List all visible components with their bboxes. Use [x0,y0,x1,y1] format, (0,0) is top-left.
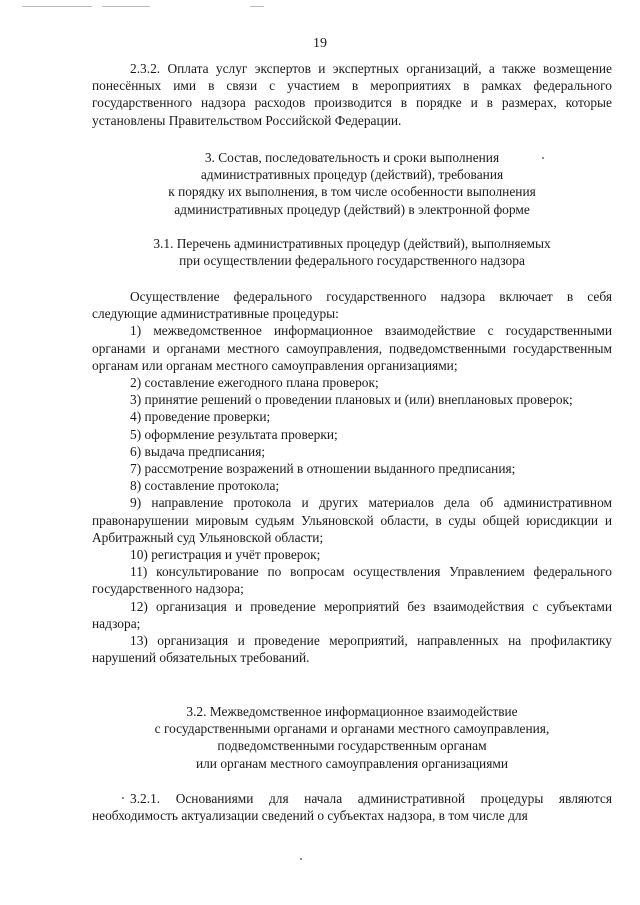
procedure-item: 6) выдача предписания; [130,443,266,459]
scan-speck [122,797,124,799]
subsection-3-2-heading-line: подведомственными государственным органам [217,738,487,754]
procedure-item: 7) рассмотрение возражений в отношении выданного предписания; [130,461,516,477]
scan-speck [542,157,544,159]
procedure-item: 3) принятие решений о проведении плановых и (или) внеплановых проверок; [130,392,573,408]
procedure-item: 12) организация и проведение мероприятий без взаимодействия с субъектами надзора; [92,598,612,631]
paragraph-2-3-2: 2.3.2. Оплата услуг экспертов и экспертных организаций, а также возмещение понесённых ими в связи с участием в мероприятиях в рамках федерального государственного надзора расходов производится в порядке и в размерах, которые установлены Правительством Российской Федерации. [92,61,612,128]
scan-artifact [102,6,150,7]
intro-paragraph: Осуществление федерального государственного надзора включает в себя следующие административные процедуры: [92,289,612,322]
scan-speck [300,858,302,860]
section-3-heading-line: административных процедур (действий), требования [200,167,504,183]
subsection-3-1-heading-line: 3.1. Перечень административных процедур (действий), выполняемых [153,236,551,251]
procedures-section [92,288,612,666]
procedure-item: 5) оформление результата проверки; [130,426,338,442]
procedure-item: 10) регистрация и учёт проверок; [130,547,321,563]
page-number: 19 [313,36,327,51]
subsection-3-2-heading-line: с государственными органами и органами местного самоуправления, [154,721,550,737]
procedure-item: 1) межведомственное информационное взаимодействие с государственными органами и органами местного самоуправления, подведомственными государственным органам или органам местного самоуправления организациями; [92,323,612,373]
procedure-item: 2) составление ежегодного плана проверок; [130,375,379,391]
section-3-heading-line: 3. Состав, последовательность и сроки выполнения [204,150,500,165]
scan-artifact [22,6,92,7]
subsection-3-2-heading-line: или органам местного самоуправления организациями [195,755,509,771]
section-3-heading-line: административных процедур (действий) в электронной форме [174,201,530,217]
subsection-3-2-heading-line: 3.2. Межведомственное информационное взаимодействие [186,704,518,719]
subsection-3-1-heading [92,235,612,269]
procedure-item: 8) составление протокола; [130,478,280,494]
procedure-item: 13) организация и проведение мероприятий, направленных на профилактику нарушений обязательных требований. [92,633,612,666]
procedure-item: 9) направление протокола и других материалов дела об административном правонарушении мировым судьям Ульяновской области, в суды общей юрисдикции и Арбитражный суд Ульяновской области; [92,495,612,545]
scan-artifact [250,6,264,7]
procedure-item: 11) консультирование по вопросам осуществления Управлением федерального государственного надзора; [92,564,612,597]
section-3-heading-line: к порядку их выполнения, в том числе особенности выполнения [168,184,536,200]
paragraph-3-2-1: 3.2.1. Основаниями для начала административной процедуры являются необходимость актуализации сведений о субъектах надзора, в том числе для [92,791,612,824]
section-3-heading [92,149,612,218]
subsection-3-2-heading [92,703,612,772]
subsection-3-1-heading-line: при осуществлении федерального государственного надзора [179,253,525,269]
procedure-item: 4) проведение проверки; [130,409,271,425]
